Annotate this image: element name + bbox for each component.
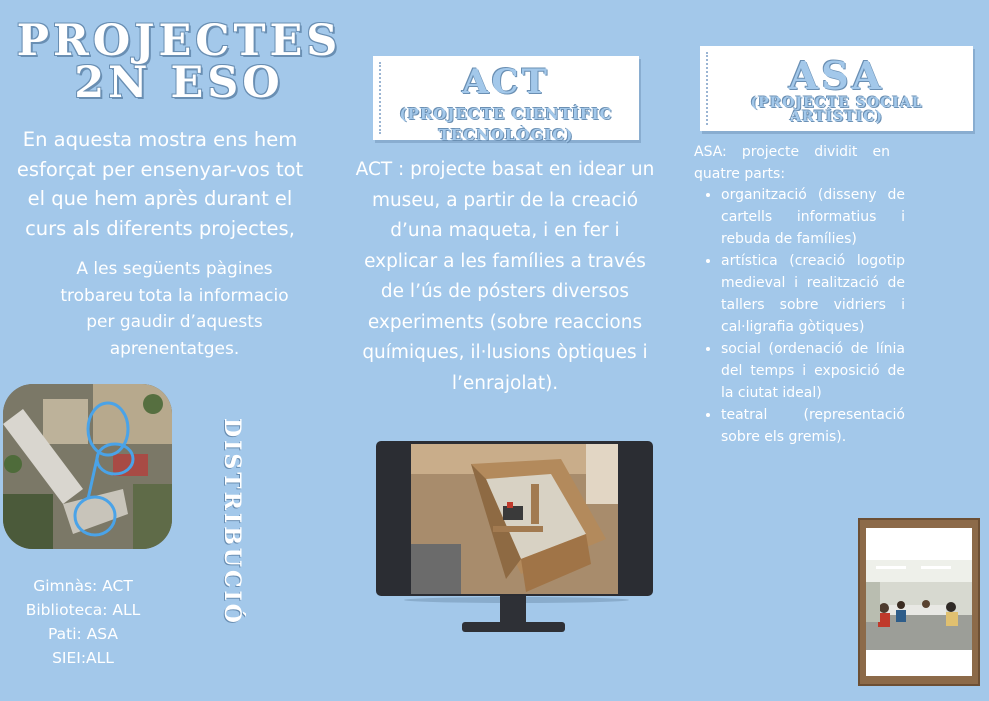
classroom-photo [866,560,972,650]
asa-intro: ASA: projecte dividit en quatre parts: [694,144,890,182]
distribution-item: Pati: ASA [47,625,118,643]
asa-part-item: • organització (disseny de cartells informatius i rebuda de famílies) [721,184,905,250]
aerial-photo-drawing [3,384,172,549]
aerial-school-photo [3,384,172,549]
act-banner [373,56,639,144]
asa-title: ASA [788,53,885,98]
act-subtitle-line2: TECNOLÒGIC) [438,126,574,144]
asa-part-item: • social (ordenació de línia del temps i exposició de la ciutat ideal) [721,338,905,404]
asa-subtitle-line2: ARTÍSTIC) [789,109,884,125]
monitor-stand-base [462,622,565,632]
monitor-stand-neck [500,596,526,624]
classroom-photo-drawing [866,560,972,650]
distribution-item: Biblioteca: ALL [25,601,141,619]
distribution-item: Gimnàs: ACT [33,577,133,595]
intro-text: En aquesta mostra ens hem esforçat per ensenyar-vos tot el que hem après durant el curs als diferents projectes, [16,128,304,240]
asa-subtitle-line1: (PROJECTE SOCIAL [750,95,923,111]
main-title [14,16,344,108]
distribution-title: DISTRIBUCIÓ [219,418,245,626]
monitor-frame [376,441,653,596]
act-description: ACT : projecte basat en idear un museu, a partir de la creació d’una maqueta, i en fer i explicar a les famílies a través de l’ús de pósters diversos experiments (sobre reaccions químiques, il·lusions òptiques i l’enrajolat). [355,159,655,394]
distribution-item: SIEI:ALL [52,649,114,667]
banner-dots [706,52,711,125]
wooden-photo-frame [858,518,980,686]
pages-note-text: A les següents pàgines trobareu tota la informacio per gaudir d’aquests aprenentatges. [60,259,289,359]
museum-model-drawing [411,444,618,594]
asa-part-item: • artística (creació logotip medieval i realització de tallers sobre vidriers i cal·ligrafia gòtiques) [721,250,905,338]
act-subtitle-line1: (PROJECTE CIENTÍFIC [399,105,613,123]
act-title: ACT [462,62,550,102]
frame-mat [866,528,972,676]
main-title-line1: PROJECTES [16,16,342,66]
asa-banner [700,46,973,131]
asa-part-item: • teatral (representació sobre els gremis). [721,404,905,448]
museum-model-photo [411,444,618,594]
asa-parts-list [706,184,905,448]
banner-dots [379,62,384,134]
distribution-list [18,574,148,670]
main-title-line2: 2N ESO [74,58,284,108]
